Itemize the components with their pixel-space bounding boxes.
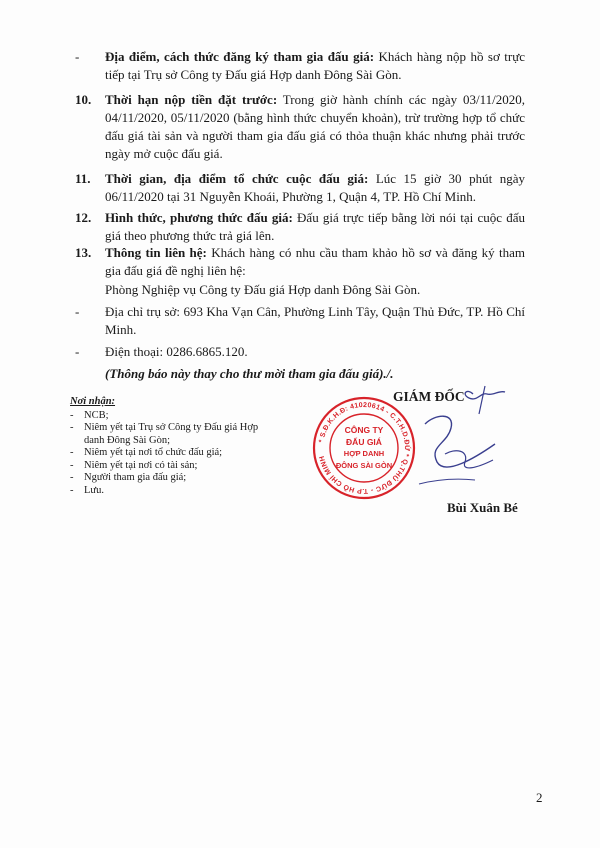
- recipient-item: - Niêm yết tại Trụ sở Công ty Đấu giá Hợp danh Đông Sài Gòn;: [70, 422, 259, 446]
- handwritten-signature: [415, 384, 510, 494]
- registration-heading: Địa điểm, cách thức đăng ký tham gia đấu giá:: [105, 49, 375, 64]
- auction-method-paragraph: [105, 209, 525, 245]
- svg-text:ĐẤU GIÁ: ĐẤU GIÁ: [346, 437, 382, 447]
- deposit-body: Trong giờ hành chính các ngày 03/11/2020, 04/11/2020, 05/11/2020 (bằng hình thức chuyển khoản), trừ trường hợp tổ chức đấu giá tài sản và người tham gia đấu giá có thỏa thuận khác nhưng phải trước ngày mở cuộc đấu giá.: [105, 92, 525, 161]
- company-seal: [312, 396, 416, 500]
- svg-text:* S.Đ.K.H.Đ: 41020614 - C.T.H.: * S.Đ.K.H.Đ: 41020614 - C.T.H.D.ĐỨ * Q.THỦ ĐỨC - T.P HỒ CHÍ MINH: [318, 401, 411, 495]
- item-number: 10.: [75, 92, 92, 107]
- recipient-item: - Niêm yết tại nơi tổ chức đấu giá;: [70, 447, 223, 458]
- registration-paragraph: [105, 48, 525, 84]
- recipient-item: - Lưu.: [70, 484, 104, 496]
- contact-body: Khách hàng có nhu cầu tham khảo hồ sơ và đăng ký tham gia đấu giá đề nghị liên hệ:: [105, 245, 525, 278]
- recipient-item: - NCB;: [70, 409, 109, 421]
- item-marker: -: [75, 49, 80, 64]
- deposit-heading: Thời hạn nộp tiền đặt trước:: [105, 92, 278, 107]
- contact-address: Địa chỉ trụ sở: 693 Kha Vạn Cân, Phường Linh Tây, Quận Thủ Đức, TP. Hồ Chí Minh.: [105, 304, 525, 337]
- contact-phone: Điện thoại: 0286.6865.120.: [105, 344, 248, 359]
- recipients-block: [70, 396, 270, 497]
- svg-text:CÔNG TY: CÔNG TY: [344, 425, 384, 435]
- auction-time-heading: Thời gian, địa điểm tổ chức cuộc đấu giá:: [105, 171, 369, 186]
- director-name: Bùi Xuân Bé: [447, 500, 518, 515]
- recipient-item: - Niêm yết tại nơi có tài sản;: [70, 459, 198, 471]
- auction-time-body: Lúc 15 giờ 30 phút ngày 06/11/2020 tại 31 Nguyễn Khoái, Phường 1, Quận 4, TP. Hồ Chí Minh.: [105, 171, 525, 204]
- svg-text:ĐÔNG SÀI GÒN: ĐÔNG SÀI GÒN: [335, 461, 393, 470]
- auction-time-paragraph: [105, 170, 525, 206]
- item-number: 12.: [75, 210, 92, 225]
- contact-dash: -: [75, 344, 80, 359]
- recipients-title: Nơi nhận:: [70, 396, 116, 407]
- closing-note: (Thông báo này thay cho thư mời tham gia đấu giá)./.: [105, 366, 394, 381]
- auction-method-heading: Hình thức, phương thức đấu giá:: [105, 210, 293, 225]
- auction-method-body: Đấu giá trực tiếp bằng lời nói tại cuộc đấu giá theo phương thức trả giá lên.: [105, 210, 525, 243]
- item-number: 13.: [75, 245, 92, 260]
- svg-text:HỢP DANH: HỢP DANH: [343, 449, 385, 458]
- contact-dash: -: [75, 304, 80, 319]
- contact-paragraph: [105, 244, 525, 280]
- item-number: 11.: [75, 171, 91, 186]
- contact-office: Phòng Nghiệp vụ Công ty Đấu giá Hợp danh Đông Sài Gòn.: [105, 282, 421, 297]
- page-number: 2: [536, 790, 543, 805]
- registration-body: Khách hàng nộp hồ sơ trực tiếp tại Trụ sở Công ty Đấu giá Hợp danh Đông Sài Gòn.: [105, 49, 526, 82]
- contact-heading: Thông tin liên hệ:: [105, 245, 207, 260]
- deposit-paragraph: [105, 91, 525, 163]
- recipient-item: - Người tham gia đấu giá;: [70, 472, 187, 483]
- director-title: GIÁM ĐỐC: [393, 389, 465, 404]
